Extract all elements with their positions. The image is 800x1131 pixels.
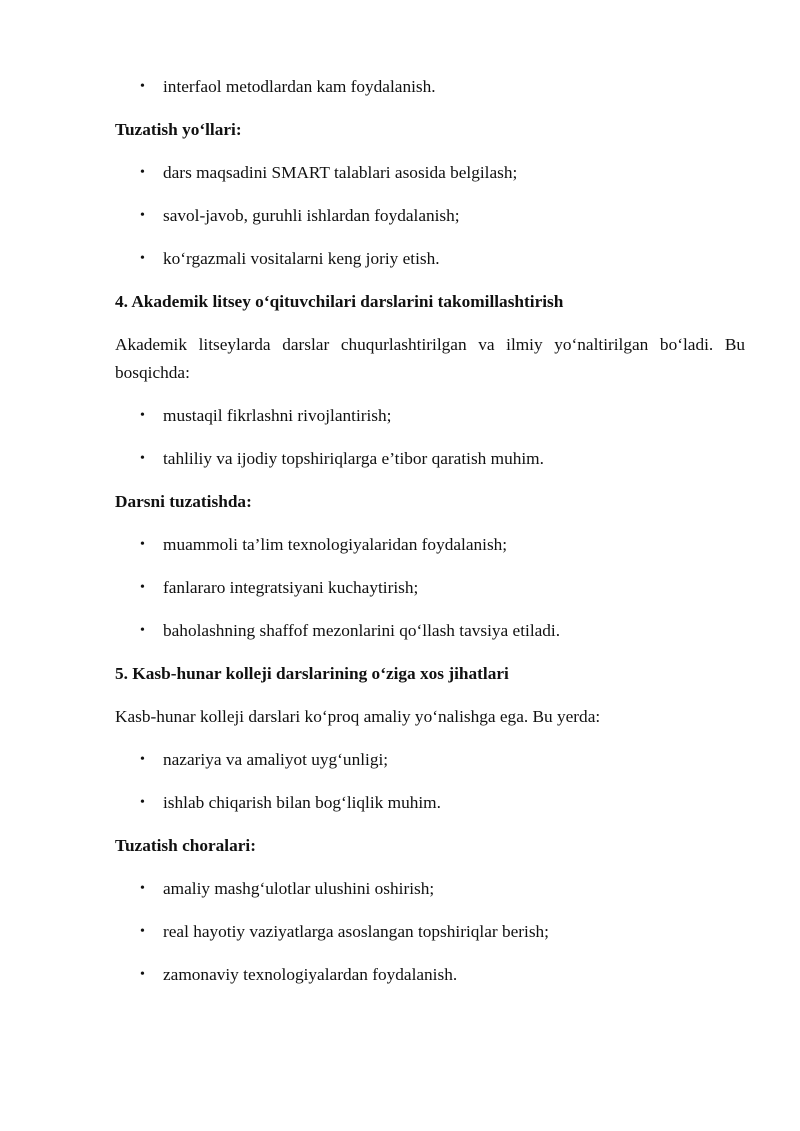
list-item (115, 159, 745, 187)
list-item-text: ko‘rgazmali vositalarni keng joriy etish. (163, 249, 440, 268)
list-item-text: tahliliy va ijodiy topshiriqlarga e’tibor qaratish muhim. (163, 449, 544, 468)
list-item (115, 617, 745, 645)
list-item-text: fanlararo integratsiyani kuchaytirish; (163, 578, 419, 597)
bullet-icon: • (140, 537, 145, 552)
bullet-icon: • (140, 924, 145, 939)
list-item-text: muammoli ta’lim texnologiyalaridan foydalanish; (163, 535, 508, 554)
list-item (115, 73, 745, 101)
list-item-text: interfaol metodlardan kam foydalanish. (163, 77, 436, 96)
list-item (115, 531, 745, 559)
list-item (115, 961, 745, 989)
bullet-list-tuzatish-yollari (115, 159, 745, 273)
bullet-icon: • (140, 580, 145, 595)
list-item (115, 245, 745, 273)
list-item-text: amaliy mashg‘ulotlar ulushini oshirish; (163, 879, 435, 898)
bullet-icon: • (140, 795, 145, 810)
bullet-icon: • (140, 79, 145, 94)
list-item (115, 402, 745, 430)
bullet-icon: • (140, 881, 145, 896)
list-item (115, 746, 745, 774)
bullet-list-top (115, 73, 745, 101)
bullet-icon: • (140, 251, 145, 266)
bullet-list-section-4 (115, 402, 745, 473)
list-item-text: savol-javob, guruhli ishlardan foydalanish; (163, 206, 460, 225)
bullet-icon: • (140, 408, 145, 423)
bullet-icon: • (140, 451, 145, 466)
list-item (115, 202, 745, 230)
list-item-text: zamonaviy texnologiyalardan foydalanish. (163, 965, 458, 984)
section-5-paragraph: Kasb-hunar kolleji darslari ko‘proq amaliy yo‘nalishga ega. Bu yerda: (115, 707, 601, 726)
list-item (115, 445, 745, 473)
list-item (115, 789, 745, 817)
list-item-text: baholashning shaffof mezonlarini qo‘llash tavsiya etiladi. (163, 621, 561, 640)
section-4-heading: 4. Akademik litsey o‘qituvchilari darslarini takomillashtirish (115, 292, 564, 311)
document-page (115, 73, 745, 1004)
bullet-list-tuzatish-choralari (115, 875, 745, 989)
list-item-text: ishlab chiqarish bilan bog‘liqlik muhim. (163, 793, 441, 812)
bullet-icon: • (140, 165, 145, 180)
bullet-icon: • (140, 208, 145, 223)
list-item-text: real hayotiy vaziyatlarga asoslangan topshiriqlar berish; (163, 922, 549, 941)
list-item (115, 574, 745, 602)
list-item-text: mustaqil fikrlashni rivojlantirish; (163, 406, 392, 425)
bullet-icon: • (140, 752, 145, 767)
bullet-icon: • (140, 967, 145, 982)
bullet-list-darsni-tuzatishda (115, 531, 745, 645)
list-item-text: dars maqsadini SMART talablari asosida belgilash; (163, 163, 518, 182)
heading-darsni-tuzatishda: Darsni tuzatishda: (115, 492, 252, 511)
section-4-paragraph: Akademik litseylarda darslar chuqurlashtirilgan va ilmiy yo‘naltirilgan bo‘ladi. Bu bosqichda: (115, 335, 745, 382)
heading-tuzatish-yollari: Tuzatish yo‘llari: (115, 120, 242, 139)
list-item (115, 918, 745, 946)
list-item-text: nazariya va amaliyot uyg‘unligi; (163, 750, 389, 769)
bullet-icon: • (140, 623, 145, 638)
list-item (115, 875, 745, 903)
bullet-list-section-5 (115, 746, 745, 817)
section-5-heading: 5. Kasb-hunar kolleji darslarining o‘ziga xos jihatlari (115, 664, 509, 683)
heading-tuzatish-choralari: Tuzatish choralari: (115, 836, 256, 855)
